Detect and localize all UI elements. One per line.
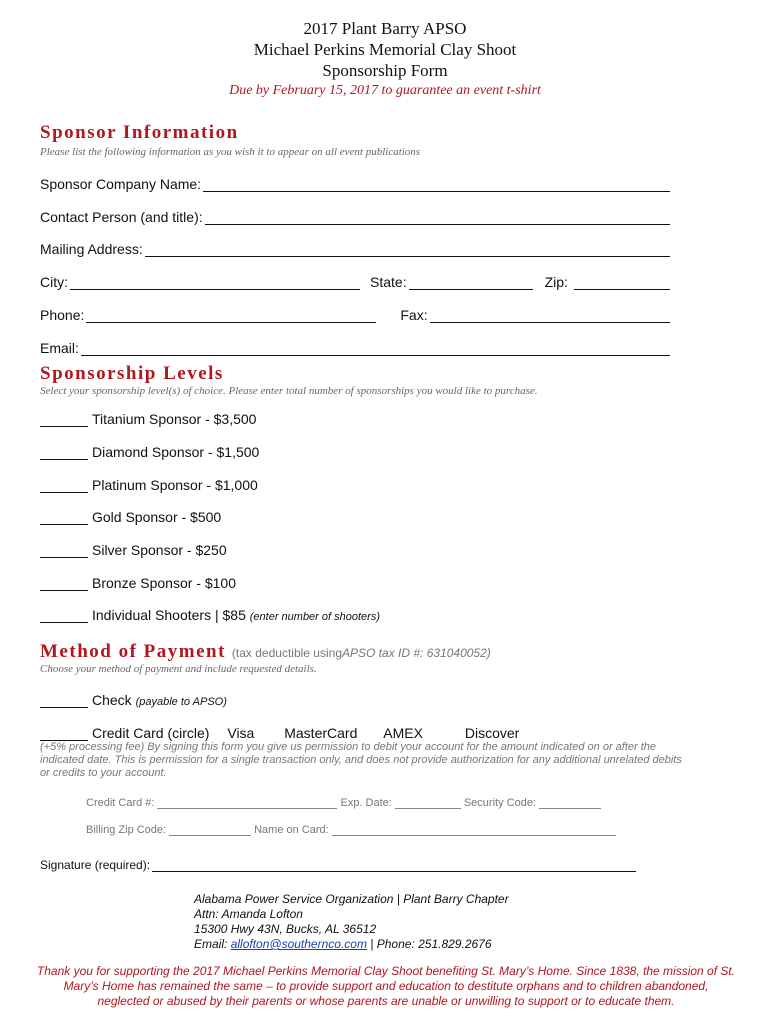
city-field[interactable] <box>70 275 360 290</box>
zip-field[interactable] <box>574 275 670 290</box>
sponsorship-levels-hint: Select your sponsorship level(s) of choice. Please enter total number of sponsorships you would like to purchase. <box>40 385 538 397</box>
shooters-note: (enter number of shooters) <box>249 611 380 623</box>
email-prefix: Email: <box>194 937 231 951</box>
company-name-row <box>40 176 670 192</box>
level-gold <box>40 509 221 525</box>
level-silver <box>40 542 227 558</box>
level-platinum <box>40 477 258 493</box>
form-title-line-3: Sponsorship Form <box>322 61 448 80</box>
fax-label: Fax: <box>400 307 428 323</box>
check-label: Check <box>92 692 132 708</box>
card-mastercard[interactable]: MasterCard <box>284 725 358 741</box>
security-code-label: Security Code: <box>463 797 536 809</box>
level-label: Bronze Sponsor - $100 <box>92 575 236 591</box>
sponsor-info-hint: Please list the following information as you wish it to appear on all event publications <box>40 146 421 158</box>
level-quantity-field[interactable] <box>40 543 88 558</box>
level-quantity-field[interactable] <box>40 445 88 460</box>
form-title-line-2: Michael Perkins Memorial Clay Shoot <box>253 40 517 59</box>
contact-person-label: Contact Person (and title): <box>40 209 203 225</box>
phone-fax-row <box>40 307 670 323</box>
billing-zip-label: Billing Zip Code: <box>86 824 167 836</box>
signature-field[interactable] <box>152 859 636 872</box>
signature-row <box>40 858 636 872</box>
level-diamond <box>40 444 259 460</box>
level-label: Platinum Sponsor - $1,000 <box>92 477 258 493</box>
level-bronze <box>40 575 236 591</box>
payment-hint: Choose your method of payment and include requested details. <box>40 663 317 675</box>
state-label: State: <box>370 274 407 290</box>
level-quantity-field[interactable] <box>40 412 88 427</box>
due-date-note: Due by February 15, 2017 to guarantee an event t-shirt <box>229 83 541 98</box>
zip-label: Zip: <box>544 274 568 290</box>
billing-zip-field[interactable] <box>169 824 251 836</box>
sponsor-info-heading: Sponsor Information <box>40 122 239 143</box>
contact-line <box>194 937 509 952</box>
company-name-label: Sponsor Company Name: <box>40 176 202 192</box>
level-label: Silver Sponsor - $250 <box>92 542 227 558</box>
exp-date-field[interactable] <box>395 797 461 809</box>
mailing-address-block <box>194 892 509 952</box>
security-code-field[interactable] <box>539 797 601 809</box>
check-field[interactable] <box>40 693 88 708</box>
email-row <box>40 340 670 356</box>
phone-label: Phone: <box>40 307 85 323</box>
card-amex[interactable]: AMEX <box>383 725 423 741</box>
city-label: City: <box>40 274 68 290</box>
city-state-zip-row <box>40 274 670 290</box>
tax-deductible-prefix: (tax deductible using <box>231 646 342 660</box>
payment-heading-row <box>40 641 491 663</box>
email-label: Email: <box>40 340 79 356</box>
card-discover[interactable]: Discover <box>464 725 520 741</box>
contact-person-row <box>40 209 670 225</box>
level-label: Titanium Sponsor - $3,500 <box>92 411 257 427</box>
tax-id: APSO tax ID #: 631040052) <box>342 646 491 660</box>
payment-disclaimer: (+5% processing fee) By signing this form you give us permission to debit your account for the amount indicated on or after the indicated date. This is permission for a single transaction only, and does not provide authorization for any additional unrelated debits or credits to your account. <box>40 741 682 779</box>
form-title-line-1: 2017 Plant Barry APSO <box>303 19 467 38</box>
card-visa[interactable]: Visa <box>227 725 255 741</box>
signature-label: Signature (required): <box>40 858 151 872</box>
name-on-card-field[interactable] <box>332 824 616 836</box>
level-individual-shooters <box>40 607 380 623</box>
organization-name: Alabama Power Service Organization | Plant Barry Chapter <box>194 892 509 906</box>
check-note: (payable to APSO) <box>135 696 227 708</box>
thank-you-note: Thank you for supporting the 2017 Michael Perkins Memorial Clay Shoot benefiting St. Mary’s Home. Since 1838, the mission of St. Mary’s Home has remained the same – to provide support and education to destitute orphans and to children abandoned, neglected or abused by their parents or whose parents are unable or unwilling to support or to educate them. <box>36 964 736 1008</box>
card-details-row <box>86 797 604 809</box>
level-titanium <box>40 411 256 427</box>
name-on-card-label: Name on Card: <box>254 824 329 836</box>
billing-details-row <box>86 824 619 836</box>
level-quantity-field[interactable] <box>40 510 88 525</box>
contact-person-field[interactable] <box>205 210 670 225</box>
contact-email-link[interactable]: allofton@southernco.com <box>230 937 367 951</box>
mailing-address-row <box>40 241 670 257</box>
level-quantity-field[interactable] <box>40 608 88 623</box>
level-label: Individual Shooters | $85 <box>92 607 246 623</box>
payment-credit-row <box>40 725 519 741</box>
state-field[interactable] <box>409 275 533 290</box>
phone-field[interactable] <box>86 308 376 323</box>
street-address: 15300 Hwy 43N, Bucks, AL 36512 <box>194 922 377 936</box>
mailing-address-field[interactable] <box>145 242 670 257</box>
credit-field[interactable] <box>40 726 88 741</box>
contact-phone: | Phone: 251.829.2676 <box>366 937 492 951</box>
payment-check-row <box>40 692 227 708</box>
exp-date-label: Exp. Date: <box>340 797 392 809</box>
card-number-label: Credit Card #: <box>86 797 155 809</box>
fax-field[interactable] <box>430 308 670 323</box>
attention-line: Attn: Amanda Lofton <box>194 907 303 921</box>
company-name-field[interactable] <box>203 177 670 192</box>
level-label: Diamond Sponsor - $1,500 <box>92 444 260 460</box>
mailing-address-label: Mailing Address: <box>40 241 143 257</box>
level-quantity-field[interactable] <box>40 478 88 493</box>
level-quantity-field[interactable] <box>40 576 88 591</box>
email-field[interactable] <box>81 341 670 356</box>
level-label: Gold Sponsor - $500 <box>92 509 222 525</box>
payment-heading: Method of Payment <box>40 641 226 662</box>
sponsorship-levels-heading: Sponsorship Levels <box>40 363 224 384</box>
credit-label: Credit Card (circle) <box>92 725 210 741</box>
card-number-field[interactable] <box>157 797 337 809</box>
